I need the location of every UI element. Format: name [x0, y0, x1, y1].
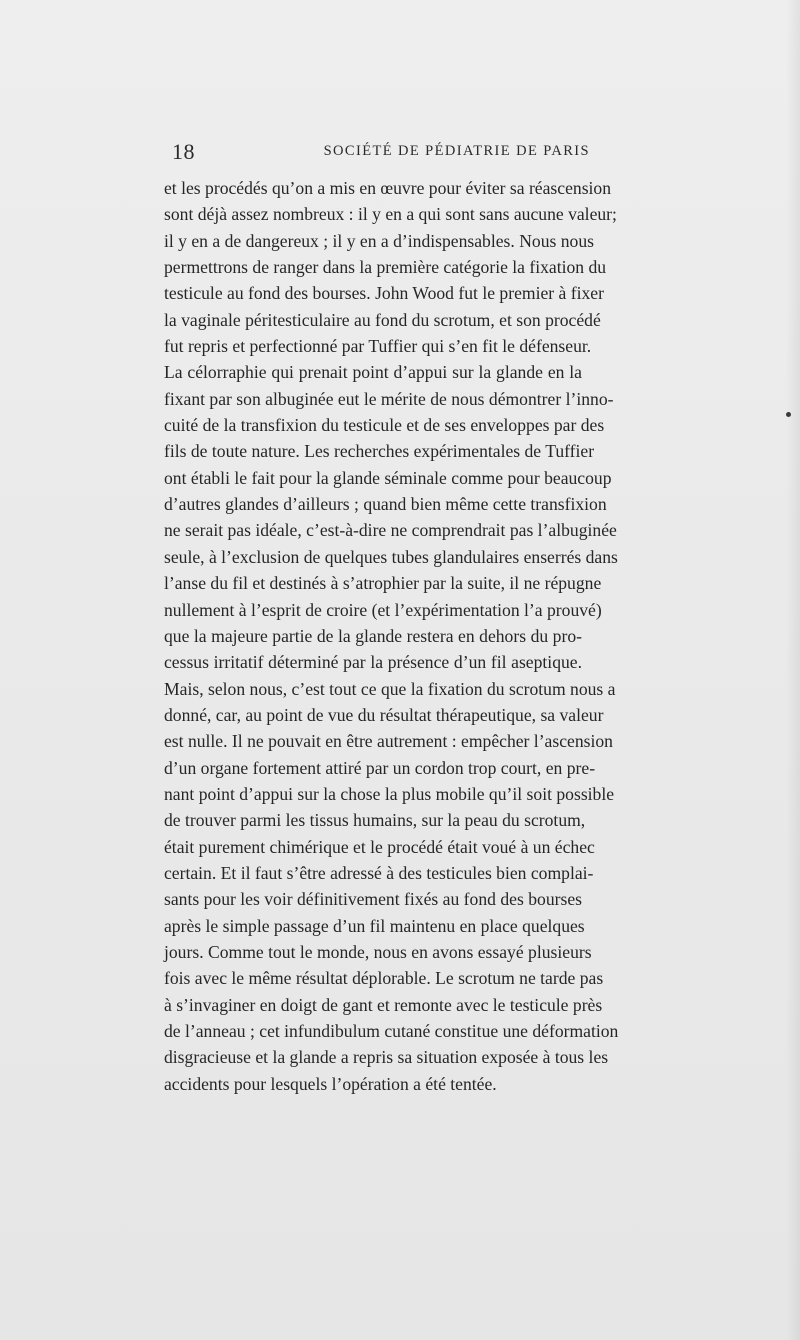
text-line: testicule au fond des bourses. John Wood fut le premier à fixer — [164, 283, 604, 304]
text-line: La célorraphie qui prenait point d’appui sur la glande en la — [164, 362, 582, 383]
running-head: SOCIÉTÉ DE PÉDIATRIE DE PARIS — [323, 143, 590, 159]
text-line: il y en a de dangereux ; il y en a d’indispensables. Nous nous — [164, 230, 594, 251]
text-line: et les procédés qu’on a mis en œuvre pour éviter sa réascension — [164, 178, 612, 198]
text-line: est nulle. Il ne pouvait en être autrement : empêcher l’ascension — [164, 731, 613, 752]
text-line: d’autres glandes d’ailleurs ; quand bien même cette transfixion — [164, 494, 607, 515]
body-paragraph — [164, 175, 619, 1097]
text-line: fois avec le même résultat déplorable. Le scrotum ne tarde pas — [164, 968, 604, 989]
ink-speck — [786, 412, 791, 417]
text-line-last: accidents pour lesquels l’opération a été tentée. — [164, 1073, 497, 1094]
text-line: après le simple passage d’un fil maintenu en place quelques — [164, 915, 585, 936]
text-line: cessus irritatif déterminé par la présence d’un fil aseptique. — [164, 652, 582, 673]
text-line: Mais, selon nous, c’est tout ce que la fixation du scrotum nous a — [164, 678, 616, 699]
text-line: seule, à l’exclusion de quelques tubes glandulaires enserrés dans — [164, 546, 618, 567]
page-number: 18 — [172, 139, 195, 164]
text-line: nullement à l’esprit de croire (et l’expérimentation l’a prouvé) — [164, 599, 602, 620]
text-line: fils de toute nature. Les recherches expérimentales de Tuffier — [164, 441, 595, 462]
text-line: de trouver parmi les tissus humains, sur la peau du scrotum, — [164, 810, 586, 831]
text-line: que la majeure partie de la glande restera en dehors du pro- — [164, 625, 582, 646]
text-line: jours. Comme tout le monde, nous en avons essayé plusieurs — [164, 941, 592, 962]
text-line: ont établi le fait pour la glande séminale comme pour beaucoup — [164, 467, 612, 488]
text-line: sants pour les voir définitivement fixés au fond des bourses — [164, 889, 582, 910]
text-line: fixant par son albuginée eut le mérite de nous démontrer l’inno- — [164, 388, 614, 409]
text-line: l’anse du fil et destinés à s’atrophier par la suite, il ne répugne — [164, 573, 602, 594]
text-line: fut repris et perfectionné par Tuffier qui s’en fit le défenseur. — [164, 336, 592, 357]
text-line: disgracieuse et la glande a repris sa situation exposée à tous les — [164, 1047, 609, 1068]
text-line: sont déjà assez nombreux : il y en a qui sont sans aucune valeur; — [164, 204, 617, 225]
page-header — [172, 139, 590, 165]
text-line: de l’anneau ; cet infundibulum cutané constitue une déformation — [164, 1021, 619, 1041]
text-line: était purement chimérique et le procédé était voué à un échec — [164, 836, 595, 857]
text-line: nant point d’appui sur la chose la plus mobile qu’il soit possible — [164, 783, 615, 804]
page-edge-shadow — [786, 0, 800, 1340]
text-line: certain. Et il faut s’être adressé à des testicules bien complai- — [164, 862, 594, 883]
text-line: à s’invaginer en doigt de gant et remonte avec le testicule près — [164, 994, 603, 1015]
text-line: donné, car, au point de vue du résultat thérapeutique, sa valeur — [164, 704, 604, 725]
text-line: d’un organe fortement attiré par un cordon trop court, en pre- — [164, 757, 596, 778]
text-line: ne serait pas idéale, c’est-à-dire ne comprendrait pas l’albuginée — [164, 520, 617, 541]
text-line: cuité de la transfixion du testicule et de ses enveloppes par des — [164, 415, 605, 436]
text-line: la vaginale péritesticulaire au fond du scrotum, et son procédé — [164, 309, 601, 330]
text-line: permettrons de ranger dans la première catégorie la fixation du — [164, 257, 607, 278]
